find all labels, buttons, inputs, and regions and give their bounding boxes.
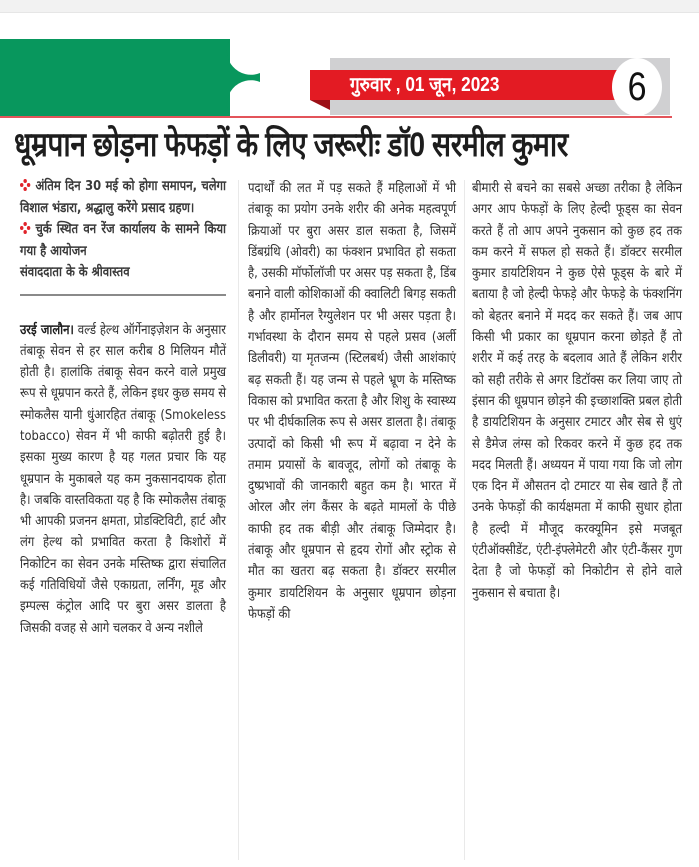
column-divider xyxy=(464,180,465,860)
column-divider xyxy=(238,180,239,860)
page-number-badge xyxy=(612,58,662,116)
masthead-rule xyxy=(0,116,672,118)
highlight-item xyxy=(20,219,226,262)
body-text: वर्ल्ड हेल्थ ऑर्गेनाइज़ेशन के अनुसार तंबाकू सेवन से हर साल करीब 8 मिलियन मौतें होती है। हालांकि तंबाकू सेवन करने वाले प्रमुख रूप से धूम्रपान करते हैं, लेकिन इधर कुछ समय से स्मोकलैस यानी धुंआरहित तंबाकू (Smokeless tobacco) सेवन में भी काफी बढ़ोतरी हुई है। इसका मुख्य कारण है यह गलत प्रचार कि यह धूम्रपान के मुकाबले यह कम नुकसानदायक होता है। जबकि वास्तविकता यह है कि स्मोकलैस तंबाकू भी आपकी प्रजनन क्षमता, प्रोडक्टिविटी, हार्ट और लंग हेल्थ को प्रभावित करता है किशोरों में निकोटिन का सेवन उनके मस्तिष्क द्वारा संचालित कई गतिविधियों जैसे एकाग्रता, लर्निंग, मूड और इम्पल्स कंट्रोल आदि पर बुरा असर डालता है जिसकी वजह से आगे चलकर वे अन्य नशीले xyxy=(20,322,227,636)
highlights-separator xyxy=(20,294,226,296)
date-ribbon-fold xyxy=(310,100,330,110)
body-text-right: बीमारी से बचने का सबसे अच्छा तरीका है लेकिन अगर आप फेफड़ों के लिए हेल्दी फूड्स का सेवन करते हैं तो आप अपने नुकसान को कुछ हद तक कम करने में सफल हो सकते हैं। डॉक्टर सरमील कुमार डायटिशियन ने कुछ ऐसे फूड्स के बारे में बताया है जो हेल्दी फेफड़े और फेफड़े के फंक्शनिंग को बेहतर बनाने में मदद कर सकते हैं। जब आप किसी भी प्रकार का धूम्रपान करना छोड़ते हैं तो शरीर में कई तरह के बदलाव आते हैं लेकिन शरीर को सही तरीके से अगर डिटॉक्स कर लिया जाए तो इंसान की धूम्रपान छोड़ने की इच्छाशक्ति प्रबल होती है डायटिशियन के अनुसार टमाटर और सेब से धुएं से डैमेज लंग्स को रिकवर करने में कुछ हद तक मदद मिलती हैं। अध्ययन में पाया गया कि जो लोग एक दिन में औसतन दो टमाटर या सेब खाते हैं तो उनके फेफड़ों की कार्यक्षमता में काफी सुधार होता है हल्दी में मौजूद करक्यूमिन इसे मजबूत एंटीऑक्सीडेंट, एंटी-इंफ्लेमेटरी और एंटी-कैंसर गुण देता है जो फेफड़ों को निकोटीन से होने वाले नुकसान से बचाता है। xyxy=(472,181,683,601)
dateline: उरई जालौन। xyxy=(20,322,74,338)
highlight-text: चुर्क स्थित वन रेंज कार्यालय के सामने किया गया है आयोजन xyxy=(20,222,227,259)
masthead xyxy=(0,36,699,118)
red-flower-bullet-icon xyxy=(20,179,30,191)
article-column-right xyxy=(472,178,682,604)
body-text-left xyxy=(20,320,226,639)
green-banner-notch xyxy=(208,39,266,116)
body-text-middle: पदार्थों की लत में पड़ सकते हैं महिलाओं में भी तंबाकू का प्रयोग उनके शरीर की अनेक महत्वपूर्ण क्रियाओं पर बुरा असर डाल सकता है, जिसमें डिंबग्रंथि (ओवरी) का फंक्शन प्रभावित हो सकता है, उसकी मॉर्फोलॉजी पर असर पड़ सकता है, डिंब बनाने वाली कोशिकाओं की क्वालिटी बिगड़ सकती है और हार्मोनल रैग्युलेशन पर भी असर पड़ता है। गर्भावस्था के दौरान समय से पहले प्रसव (अर्ली डिलीवरी) या मृतजन्म (स्टिलबर्थ) जैसी आशंकाएं बढ़ सकती हैं। यह जन्म से पहले भ्रूण के मस्तिष्क विकास को प्रभावित करता है और शिशु के स्वास्थ्य पर भी दीर्घकालिक रूप से असर डालता है। तंबाकू उत्पादों को किसी भी रूप में बढ़ावा न देने के तमाम प्रयासों के बावजूद, लोगों को तंबाकू के दुष्प्रभावों की जानकारी बहुत कम है। भारत में ओरल और लंग कैंसर के बढ़ते मामलों के पीछे काफी हद तक बीड़ी और तंबाकू जिम्मेदार है। तंबाकू और धूम्रपान से हृदय रोगों और स्ट्रोक से मौत का खतरा बढ़ सकता है। डॉक्टर सरमील कुमार डायटिशियन के अनुसार धूम्रपान छोड़ना फेफड़ों की xyxy=(248,181,457,622)
article-headline: धूम्रपान छोड़ना फेफड़ों के लिए जरूरीः डॉ0 सरमील कुमार xyxy=(14,126,568,164)
article-column-middle xyxy=(248,178,456,625)
page-number: 6 xyxy=(627,64,647,109)
top-strip xyxy=(0,0,699,13)
green-banner xyxy=(0,39,230,116)
red-flower-bullet-icon xyxy=(20,222,30,234)
issue-date: गुरुवार , 01 जून, 2023 xyxy=(350,74,500,96)
byline: संवाददाता के के श्रीवास्तव xyxy=(20,265,130,280)
highlight-item xyxy=(20,176,226,219)
article-column-left xyxy=(20,176,226,639)
article-highlights xyxy=(20,176,226,284)
highlight-text: अंतिम दिन 30 मई को होगा समापन, चलेगा विशाल भंडारा, श्रद्धालु करेंगे प्रसाद ग्रहण। xyxy=(20,179,227,216)
